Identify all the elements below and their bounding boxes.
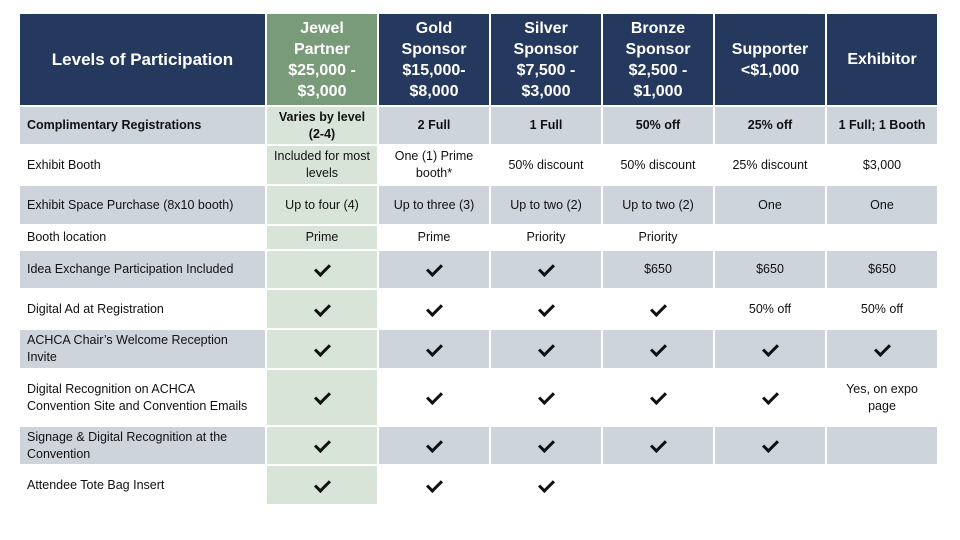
cell-supporter: $650	[715, 251, 827, 290]
cell-supporter: 25% discount	[715, 146, 827, 186]
cell-supporter-check	[715, 330, 827, 370]
table-row	[20, 427, 939, 466]
header-levels: Levels of Participation	[20, 14, 267, 107]
cell-silver-check	[491, 370, 603, 427]
table-row	[20, 226, 939, 251]
cell-jewel-check	[267, 370, 379, 427]
cell-jewel-check	[267, 251, 379, 290]
cell-silver: 1 Full	[491, 107, 603, 146]
checkmark-icon	[314, 300, 331, 317]
cell-exhibitor: 1 Full; 1 Booth	[827, 107, 939, 146]
row-label: Booth location	[20, 226, 267, 251]
cell-gold: Prime	[379, 226, 491, 251]
checkmark-icon	[538, 476, 555, 493]
table-row	[20, 186, 939, 226]
row-label: Digital Ad at Registration	[20, 290, 267, 330]
cell-exhibitor: $3,000	[827, 146, 939, 186]
cell-supporter-check	[715, 370, 827, 427]
checkmark-icon	[538, 340, 555, 357]
cell-silver-check	[491, 290, 603, 330]
cell-supporter	[715, 226, 827, 251]
cell-silver: 50% discount	[491, 146, 603, 186]
cell-bronze: Priority	[603, 226, 715, 251]
table-row	[20, 290, 939, 330]
checkmark-icon	[650, 340, 667, 357]
cell-jewel-check	[267, 427, 379, 466]
checkmark-icon	[426, 436, 443, 453]
checkmark-icon	[426, 476, 443, 493]
checkmark-icon	[762, 388, 779, 405]
cell-exhibitor	[827, 427, 939, 466]
checkmark-icon	[314, 436, 331, 453]
cell-supporter: One	[715, 186, 827, 226]
cell-jewel: Included for most levels	[267, 146, 379, 186]
checkmark-icon	[314, 476, 331, 493]
cell-silver: Up to two (2)	[491, 186, 603, 226]
table-row	[20, 370, 939, 427]
checkmark-icon	[650, 300, 667, 317]
cell-gold-check	[379, 251, 491, 290]
cell-silver-check	[491, 427, 603, 466]
row-label: Digital Recognition on ACHCA Convention Site and Convention Emails	[20, 370, 267, 427]
table-row	[20, 330, 939, 370]
table-row	[20, 466, 939, 506]
checkmark-icon	[314, 340, 331, 357]
cell-silver-check	[491, 330, 603, 370]
cell-silver: Priority	[491, 226, 603, 251]
header-supporter: Supporter <$1,000	[715, 14, 827, 107]
sponsorship-table	[20, 14, 939, 506]
checkmark-icon	[538, 388, 555, 405]
table-row	[20, 146, 939, 186]
cell-exhibitor: One	[827, 186, 939, 226]
row-label: ACHCA Chair’s Welcome Reception Invite	[20, 330, 267, 370]
table-row	[20, 251, 939, 290]
row-label: Complimentary Registrations	[20, 107, 267, 146]
checkmark-icon	[426, 260, 443, 277]
cell-jewel-check	[267, 466, 379, 506]
header-jewel: Jewel Partner $25,000 - $3,000	[267, 14, 379, 107]
cell-jewel: Varies by level (2-4)	[267, 107, 379, 146]
cell-gold: Up to three (3)	[379, 186, 491, 226]
checkmark-icon	[538, 436, 555, 453]
cell-gold-check	[379, 290, 491, 330]
cell-exhibitor: $650	[827, 251, 939, 290]
cell-gold-check	[379, 330, 491, 370]
cell-bronze-check	[603, 370, 715, 427]
cell-gold-check	[379, 427, 491, 466]
cell-jewel-check	[267, 290, 379, 330]
cell-gold: 2 Full	[379, 107, 491, 146]
checkmark-icon	[314, 388, 331, 405]
row-label: Signage & Digital Recognition at the Convention	[20, 427, 267, 466]
cell-exhibitor	[827, 226, 939, 251]
checkmark-icon	[650, 436, 667, 453]
header-silver: Silver Sponsor $7,500 - $3,000	[491, 14, 603, 107]
checkmark-icon	[426, 340, 443, 357]
cell-supporter-check	[715, 427, 827, 466]
checkmark-icon	[314, 260, 331, 277]
row-label: Exhibit Booth	[20, 146, 267, 186]
cell-exhibitor	[827, 466, 939, 506]
cell-gold: One (1) Prime booth*	[379, 146, 491, 186]
cell-supporter: 50% off	[715, 290, 827, 330]
cell-bronze: $650	[603, 251, 715, 290]
cell-exhibitor: 50% off	[827, 290, 939, 330]
checkmark-icon	[650, 388, 667, 405]
header-exhibitor: Exhibitor	[827, 14, 939, 107]
cell-jewel-check	[267, 330, 379, 370]
header-gold: Gold Sponsor $15,000- $8,000	[379, 14, 491, 107]
checkmark-icon	[538, 300, 555, 317]
checkmark-icon	[426, 388, 443, 405]
checkmark-icon	[874, 340, 891, 357]
cell-supporter	[715, 466, 827, 506]
cell-bronze: 50% off	[603, 107, 715, 146]
cell-exhibitor: Yes, on expo page	[827, 370, 939, 427]
table-row	[20, 107, 939, 146]
cell-exhibitor-check	[827, 330, 939, 370]
cell-bronze: Up to two (2)	[603, 186, 715, 226]
cell-jewel: Prime	[267, 226, 379, 251]
cell-bronze	[603, 466, 715, 506]
checkmark-icon	[426, 300, 443, 317]
cell-silver-check	[491, 466, 603, 506]
checkmark-icon	[762, 436, 779, 453]
checkmark-icon	[538, 260, 555, 277]
cell-bronze-check	[603, 330, 715, 370]
row-label: Exhibit Space Purchase (8x10 booth)	[20, 186, 267, 226]
cell-silver-check	[491, 251, 603, 290]
cell-gold-check	[379, 370, 491, 427]
cell-bronze-check	[603, 290, 715, 330]
cell-bronze-check	[603, 427, 715, 466]
checkmark-icon	[762, 340, 779, 357]
row-label: Attendee Tote Bag Insert	[20, 466, 267, 506]
header-bronze: Bronze Sponsor $2,500 - $1,000	[603, 14, 715, 107]
cell-jewel: Up to four (4)	[267, 186, 379, 226]
cell-supporter: 25% off	[715, 107, 827, 146]
row-label: Idea Exchange Participation Included	[20, 251, 267, 290]
cell-bronze: 50% discount	[603, 146, 715, 186]
cell-gold-check	[379, 466, 491, 506]
